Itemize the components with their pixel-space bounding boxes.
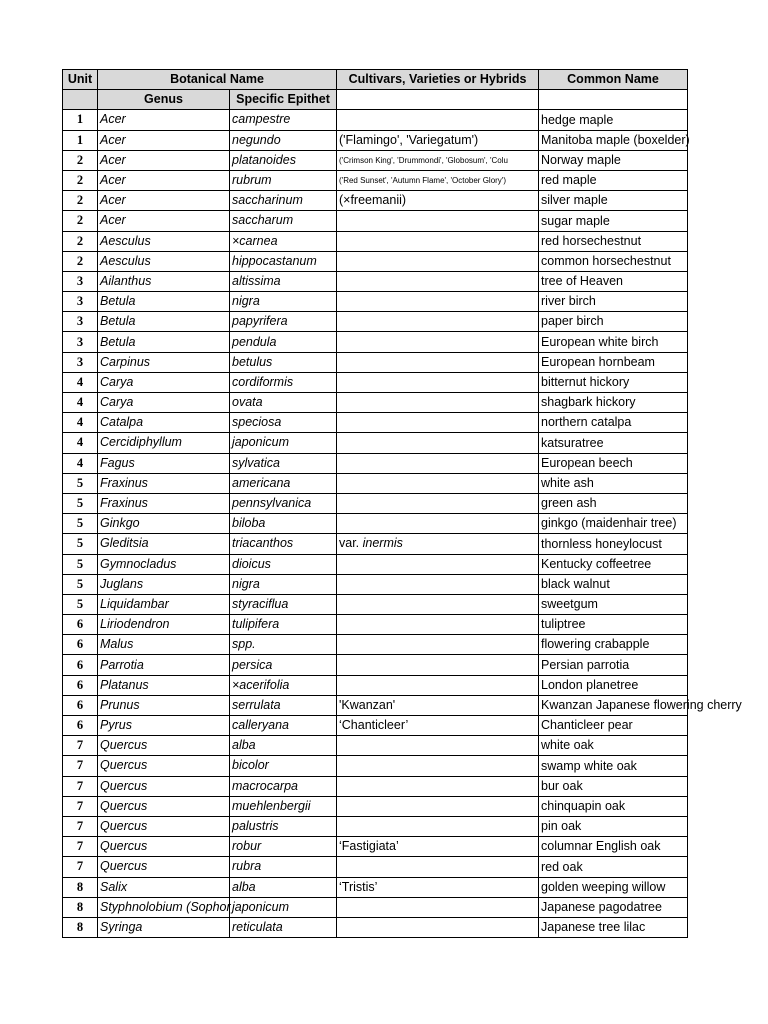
- genus-cell: Gymnocladus: [98, 554, 230, 574]
- table-row: [63, 837, 688, 857]
- cultivar-cell: 'Kwanzan': [337, 695, 539, 715]
- cultivar-cell: [337, 554, 539, 574]
- common-name-cell: European white birch: [539, 332, 688, 352]
- common-name-cell: swamp white oak: [539, 756, 688, 776]
- unit-cell: 1: [63, 110, 98, 130]
- unit-cell: 6: [63, 675, 98, 695]
- epithet-cell: speciosa: [230, 413, 337, 433]
- epithet-cell: papyrifera: [230, 312, 337, 332]
- cultivar-cell: [337, 271, 539, 291]
- genus-cell: Quercus: [98, 776, 230, 796]
- table-row: [63, 917, 688, 937]
- unit-cell: 2: [63, 251, 98, 271]
- table-row: [63, 716, 688, 736]
- cultivar-cell: ('Red Sunset', 'Autumn Flame', 'October Glory'): [337, 170, 539, 190]
- epithet-cell: alba: [230, 736, 337, 756]
- unit-cell: 6: [63, 655, 98, 675]
- common-name-cell: Manitoba maple (boxelder): [539, 130, 688, 150]
- table-row: [63, 433, 688, 453]
- epithet-cell: japonicum: [230, 897, 337, 917]
- table-row: [63, 372, 688, 392]
- unit-cell: 6: [63, 615, 98, 635]
- epithet-cell: robur: [230, 837, 337, 857]
- genus-cell: Quercus: [98, 857, 230, 877]
- table-row: [63, 554, 688, 574]
- cultivar-cell: [337, 231, 539, 251]
- common-name-cell: Japanese pagodatree: [539, 897, 688, 917]
- cultivar-cell: [337, 493, 539, 513]
- genus-cell: Salix: [98, 877, 230, 897]
- unit-cell: 7: [63, 796, 98, 816]
- unit-cell: 5: [63, 534, 98, 554]
- cultivar-cell: [337, 816, 539, 836]
- common-name-cell: golden weeping willow: [539, 877, 688, 897]
- cultivar-cell: [337, 292, 539, 312]
- epithet-cell: calleryana: [230, 716, 337, 736]
- cultivar-cell: [337, 332, 539, 352]
- epithet-cell: triacanthos: [230, 534, 337, 554]
- common-name-cell: bitternut hickory: [539, 372, 688, 392]
- table-row: [63, 816, 688, 836]
- cultivar-cell: [337, 897, 539, 917]
- cultivar-cell: [337, 796, 539, 816]
- common-name-cell: shagbark hickory: [539, 393, 688, 413]
- cultivar-cell: [337, 393, 539, 413]
- unit-cell: 2: [63, 191, 98, 211]
- cultivar-cell: [337, 413, 539, 433]
- table-row: [63, 493, 688, 513]
- common-name-cell: London planetree: [539, 675, 688, 695]
- genus-cell: Cercidiphyllum: [98, 433, 230, 453]
- unit-cell: 5: [63, 554, 98, 574]
- unit-cell: 4: [63, 372, 98, 392]
- genus-cell: Malus: [98, 635, 230, 655]
- unit-cell: 5: [63, 473, 98, 493]
- common-name-cell: chinquapin oak: [539, 796, 688, 816]
- common-name-cell: red horsechestnut: [539, 231, 688, 251]
- unit-cell: 1: [63, 130, 98, 150]
- cultivar-cell: [337, 574, 539, 594]
- cultivar-cell: ‘Fastigiata’: [337, 837, 539, 857]
- unit-cell: 2: [63, 231, 98, 251]
- genus-cell: Quercus: [98, 837, 230, 857]
- genus-cell: Carya: [98, 372, 230, 392]
- table-row: [63, 352, 688, 372]
- cultivar-cell: (×freemanii): [337, 191, 539, 211]
- genus-cell: Fraxinus: [98, 493, 230, 513]
- unit-cell: 2: [63, 211, 98, 231]
- cultivar-cell: ‘Chanticleer’: [337, 716, 539, 736]
- table-row: [63, 897, 688, 917]
- common-name-cell: tree of Heaven: [539, 271, 688, 291]
- table-row: [63, 170, 688, 190]
- cultivar-cell: [337, 352, 539, 372]
- unit-cell: 2: [63, 170, 98, 190]
- cultivar-cell: [337, 917, 539, 937]
- unit-cell: 3: [63, 332, 98, 352]
- epithet-cell: saccharinum: [230, 191, 337, 211]
- genus-cell: Prunus: [98, 695, 230, 715]
- unit-cell: 5: [63, 514, 98, 534]
- genus-cell: Gleditsia: [98, 534, 230, 554]
- epithet-cell: nigra: [230, 292, 337, 312]
- epithet-cell: hippocastanum: [230, 251, 337, 271]
- unit-cell: 6: [63, 695, 98, 715]
- table-body: [63, 110, 742, 938]
- unit-cell: 7: [63, 816, 98, 836]
- genus-cell: Acer: [98, 150, 230, 170]
- epithet-cell: japonicum: [230, 433, 337, 453]
- cultivar-cell: [337, 594, 539, 614]
- epithet-cell: altissima: [230, 271, 337, 291]
- table-row: [63, 534, 688, 554]
- genus-cell: Fagus: [98, 453, 230, 473]
- table-row: [63, 413, 688, 433]
- common-name-cell: hedge maple: [539, 110, 688, 130]
- table-row: [63, 615, 688, 635]
- cultivar-cell: ('Flamingo', 'Variegatum'): [337, 130, 539, 150]
- epithet-cell: betulus: [230, 352, 337, 372]
- table-row: [63, 332, 688, 352]
- common-name-cell: ginkgo (maidenhair tree): [539, 514, 688, 534]
- genus-cell: Liquidambar: [98, 594, 230, 614]
- common-name-cell: Japanese tree lilac: [539, 917, 688, 937]
- genus-cell: Acer: [98, 211, 230, 231]
- table-row: [63, 574, 688, 594]
- table-row: [63, 251, 688, 271]
- epithet-cell: ovata: [230, 393, 337, 413]
- unit-cell: 4: [63, 413, 98, 433]
- epithet-cell: persica: [230, 655, 337, 675]
- epithet-cell: nigra: [230, 574, 337, 594]
- table-row: [63, 211, 688, 231]
- genus-cell: Syringa: [98, 917, 230, 937]
- unit-cell: 6: [63, 716, 98, 736]
- cultivar-cell: [337, 211, 539, 231]
- common-name-cell: paper birch: [539, 312, 688, 332]
- genus-cell: Platanus: [98, 675, 230, 695]
- unit-header: Unit: [63, 70, 98, 90]
- genus-cell: Aesculus: [98, 231, 230, 251]
- cultivar-cell: [337, 675, 539, 695]
- genus-cell: Juglans: [98, 574, 230, 594]
- epithet-cell: ×acerifolia: [230, 675, 337, 695]
- unit-cell: 4: [63, 433, 98, 453]
- genus-cell: Quercus: [98, 736, 230, 756]
- unit-cell: 8: [63, 917, 98, 937]
- common-name-cell: thornless honeylocust: [539, 534, 688, 554]
- common-name-cell: silver maple: [539, 191, 688, 211]
- epithet-cell: rubrum: [230, 170, 337, 190]
- table-row: [63, 635, 688, 655]
- table-row: [63, 150, 688, 170]
- genus-cell: Parrotia: [98, 655, 230, 675]
- common-name-cell: white ash: [539, 473, 688, 493]
- table-row: [63, 857, 688, 877]
- genus-header: Genus: [98, 90, 230, 110]
- genus-cell: Betula: [98, 312, 230, 332]
- table-row: [63, 756, 688, 776]
- cultivars-header: Cultivars, Varieties or Hybrids: [337, 70, 539, 90]
- table-row: [63, 695, 688, 715]
- epithet-cell: biloba: [230, 514, 337, 534]
- epithet-cell: reticulata: [230, 917, 337, 937]
- common-name-cell: Persian parrotia: [539, 655, 688, 675]
- cultivar-cell: [337, 655, 539, 675]
- common-name-cell: black walnut: [539, 574, 688, 594]
- common-name-cell: river birch: [539, 292, 688, 312]
- unit-cell: 7: [63, 776, 98, 796]
- unit-cell: 7: [63, 756, 98, 776]
- unit-cell: 5: [63, 594, 98, 614]
- common-name-cell: columnar English oak: [539, 837, 688, 857]
- epithet-cell: ×carnea: [230, 231, 337, 251]
- genus-cell: Betula: [98, 292, 230, 312]
- epithet-cell: tulipifera: [230, 615, 337, 635]
- common-name-cell: Kentucky coffeetree: [539, 554, 688, 574]
- cultivar-cell: [337, 776, 539, 796]
- specific-epithet-header: Specific Epithet: [230, 90, 337, 110]
- genus-cell: Acer: [98, 170, 230, 190]
- cultivar-cell: [337, 251, 539, 271]
- common-name-cell: white oak: [539, 736, 688, 756]
- table-row: [63, 231, 688, 251]
- table-row: [63, 776, 688, 796]
- subheader-row: [63, 90, 688, 110]
- epithet-cell: dioicus: [230, 554, 337, 574]
- genus-cell: Acer: [98, 191, 230, 211]
- table-row: [63, 130, 688, 150]
- common-name-cell: Norway maple: [539, 150, 688, 170]
- cultivar-cell: ('Crimson King', 'Drummondi', 'Globosum', 'Colu: [337, 150, 539, 170]
- common-name-cell: sweetgum: [539, 594, 688, 614]
- epithet-cell: cordiformis: [230, 372, 337, 392]
- genus-cell: Pyrus: [98, 716, 230, 736]
- genus-cell: Carpinus: [98, 352, 230, 372]
- common-name-cell: Chanticleer pear: [539, 716, 688, 736]
- epithet-cell: pennsylvanica: [230, 493, 337, 513]
- genus-cell: Quercus: [98, 796, 230, 816]
- unit-cell: 3: [63, 352, 98, 372]
- cultivars-subheader-empty: [337, 90, 539, 110]
- epithet-cell: macrocarpa: [230, 776, 337, 796]
- epithet-cell: platanoides: [230, 150, 337, 170]
- epithet-cell: bicolor: [230, 756, 337, 776]
- table-row: [63, 453, 688, 473]
- cultivar-cell: [337, 312, 539, 332]
- genus-cell: Acer: [98, 110, 230, 130]
- common-name-cell: sugar maple: [539, 211, 688, 231]
- common-name-cell: red maple: [539, 170, 688, 190]
- genus-cell: Quercus: [98, 756, 230, 776]
- unit-cell: 5: [63, 574, 98, 594]
- common-name-cell: northern catalpa: [539, 413, 688, 433]
- table-row: [63, 393, 688, 413]
- table-row: [63, 655, 688, 675]
- tree-species-table: [62, 69, 742, 938]
- epithet-cell: saccharum: [230, 211, 337, 231]
- epithet-cell: pendula: [230, 332, 337, 352]
- cultivar-cell: [337, 110, 539, 130]
- table-row: [63, 675, 688, 695]
- epithet-cell: negundo: [230, 130, 337, 150]
- table-row: [63, 796, 688, 816]
- epithet-cell: muehlenbergii: [230, 796, 337, 816]
- genus-cell: Styphnolobium (Sophor: [98, 897, 230, 917]
- unit-cell: 3: [63, 271, 98, 291]
- header-row: [63, 70, 688, 90]
- cultivar-cell: [337, 514, 539, 534]
- cultivar-cell: [337, 433, 539, 453]
- table-row: [63, 110, 688, 130]
- unit-cell: 3: [63, 312, 98, 332]
- unit-cell: 5: [63, 493, 98, 513]
- cultivar-cell: [337, 857, 539, 877]
- cultivar-cell: [337, 615, 539, 635]
- common-name-cell: tuliptree: [539, 615, 688, 635]
- table-row: [63, 877, 688, 897]
- common-name-cell: pin oak: [539, 816, 688, 836]
- common-name-cell: European beech: [539, 453, 688, 473]
- common-name-cell: bur oak: [539, 776, 688, 796]
- epithet-cell: americana: [230, 473, 337, 493]
- table-row: [63, 736, 688, 756]
- genus-cell: Aesculus: [98, 251, 230, 271]
- epithet-cell: sylvatica: [230, 453, 337, 473]
- epithet-cell: rubra: [230, 857, 337, 877]
- common-name-cell: flowering crabapple: [539, 635, 688, 655]
- table-row: [63, 271, 688, 291]
- unit-cell: 8: [63, 897, 98, 917]
- unit-subheader-empty: [63, 90, 98, 110]
- cultivar-cell: [337, 756, 539, 776]
- unit-cell: 6: [63, 635, 98, 655]
- unit-cell: 7: [63, 837, 98, 857]
- genus-cell: Quercus: [98, 816, 230, 836]
- unit-cell: 7: [63, 857, 98, 877]
- variety-name: inermis: [362, 536, 403, 551]
- genus-cell: Carya: [98, 393, 230, 413]
- epithet-cell: campestre: [230, 110, 337, 130]
- cultivar-cell: [337, 372, 539, 392]
- common-name-header: Common Name: [539, 70, 688, 90]
- epithet-cell: alba: [230, 877, 337, 897]
- common-name-cell: red oak: [539, 857, 688, 877]
- common-subheader-empty: [539, 90, 688, 110]
- table-row: [63, 514, 688, 534]
- genus-cell: Acer: [98, 130, 230, 150]
- cultivar-cell: [337, 736, 539, 756]
- epithet-cell: styraciflua: [230, 594, 337, 614]
- genus-cell: Liriodendron: [98, 615, 230, 635]
- common-name-cell: green ash: [539, 493, 688, 513]
- common-name-cell: Kwanzan Japanese flowering cherry: [539, 695, 688, 715]
- table-row: [63, 312, 688, 332]
- genus-cell: Betula: [98, 332, 230, 352]
- unit-cell: 4: [63, 453, 98, 473]
- unit-cell: 8: [63, 877, 98, 897]
- table-row: [63, 292, 688, 312]
- table-row: [63, 191, 688, 211]
- table-row: [63, 594, 688, 614]
- cultivar-cell: var. inermis: [337, 534, 539, 554]
- genus-cell: Fraxinus: [98, 473, 230, 493]
- epithet-cell: spp.: [230, 635, 337, 655]
- cultivar-cell: [337, 473, 539, 493]
- unit-cell: 7: [63, 736, 98, 756]
- unit-cell: 4: [63, 393, 98, 413]
- unit-cell: 3: [63, 292, 98, 312]
- common-name-cell: European hornbeam: [539, 352, 688, 372]
- botanical-name-header: Botanical Name: [98, 70, 337, 90]
- cultivar-cell: [337, 453, 539, 473]
- genus-cell: Ginkgo: [98, 514, 230, 534]
- common-name-cell: common horsechestnut: [539, 251, 688, 271]
- table-row: [63, 473, 688, 493]
- cultivar-cell: [337, 635, 539, 655]
- genus-cell: Ailanthus: [98, 271, 230, 291]
- epithet-cell: serrulata: [230, 695, 337, 715]
- unit-cell: 2: [63, 150, 98, 170]
- epithet-cell: palustris: [230, 816, 337, 836]
- cultivar-cell: ‘Tristis’: [337, 877, 539, 897]
- common-name-cell: katsuratree: [539, 433, 688, 453]
- genus-cell: Catalpa: [98, 413, 230, 433]
- table-header: [63, 70, 688, 110]
